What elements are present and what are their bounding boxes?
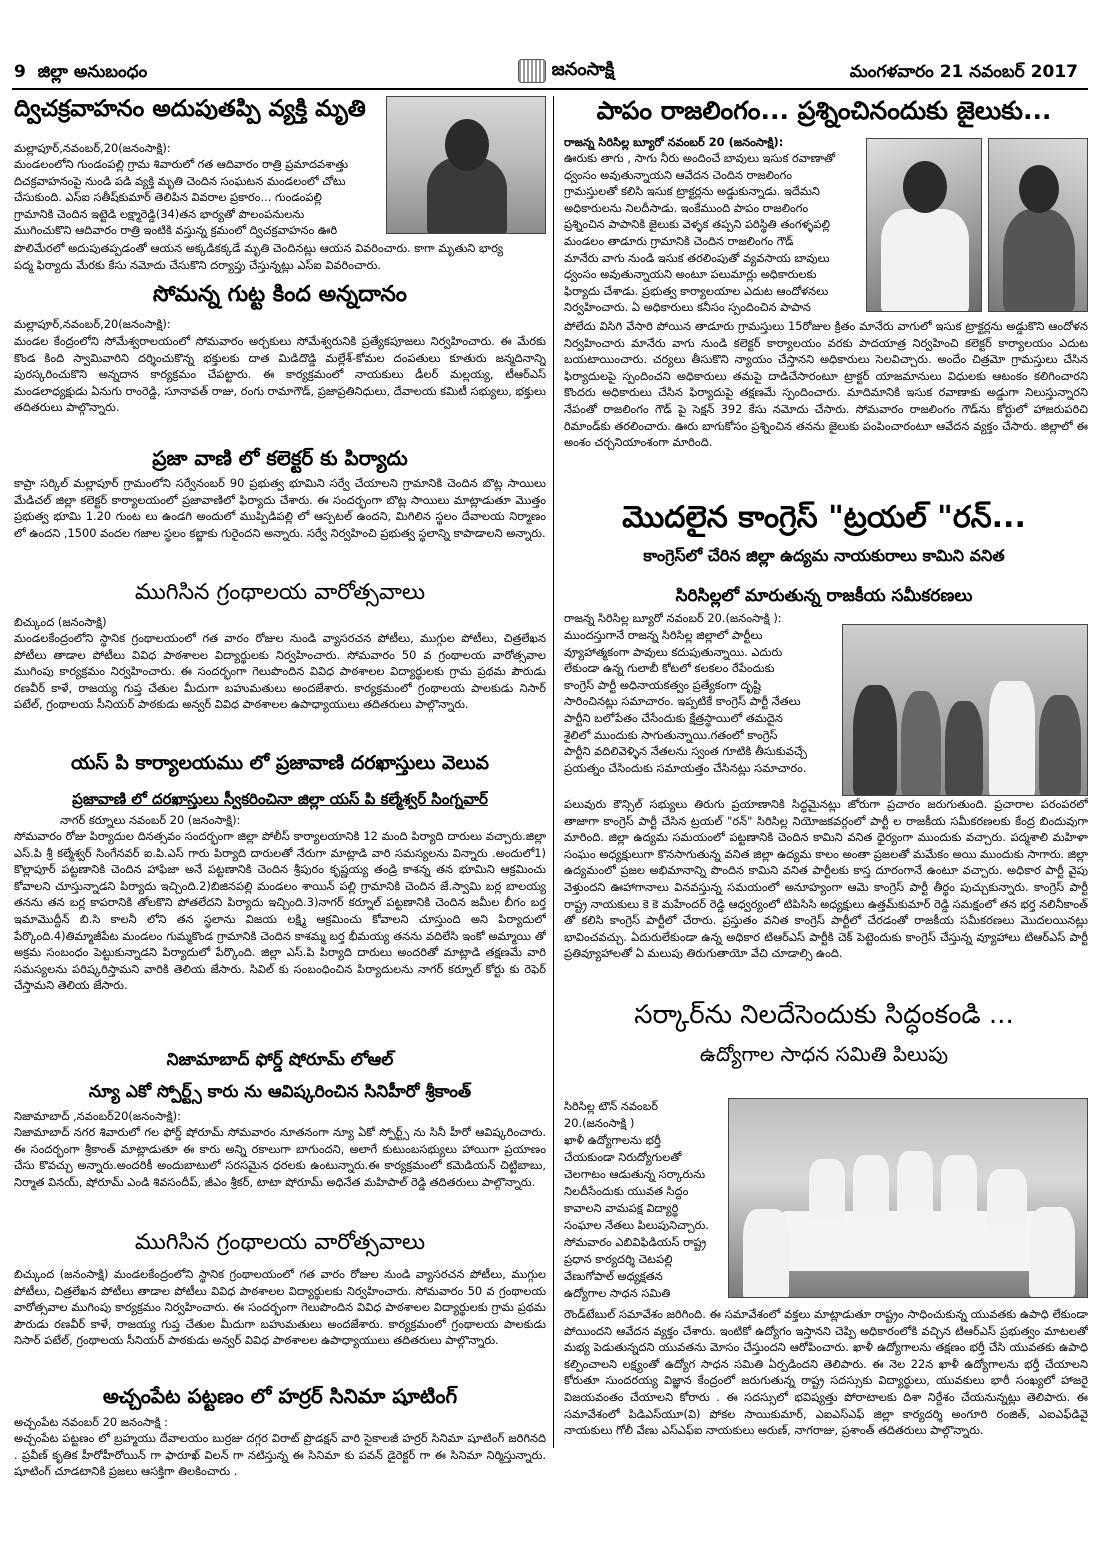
article-body: నిజామాబాద్ నగర శివారులో గల ఫోర్డ్ షోరూమ్ సోమవారం నూతనంగా న్యూ ఏకో స్పోర్ట్స్ ను సినీ హీరో ఆవిష్కరించారు. ఈ సందర్భంగా శ్రీకాంత్ మాట్లాడుతూ ఈ కారు అన్ని రకాలుగా బాగుందని, అలాగే కుటుంబసభ్యులు హాయిగా ప్రయాణం చేసు కొవచ్చు అన్నారు.అందరికీ అందుబాటులో సరసమైన ధరలకు ఉంటున్నారు.ఈ కార్యక్రమంలో కమెడియన్ చిట్టిబాబు, నిర్మాత వినయ్, షోరూమ్ ఎండి శివసందీప్, జీఎం శ్రీకర్, టాటా షోరూమ్ అధినేత మహిపాల్ రెడ్డి తదితరులు పాల్గొన్నారు. bbox=[14, 1125, 546, 1189]
subheadline: కాంగ్రెస్‌లో చేరిన జిల్లా ఉద్యమ నాయకురాలు కామిని వనిత bbox=[643, 546, 1005, 565]
article-body: మండల కేంద్రంలోని సోమేశ్వరాలయంలో సోమవారం అర్చకులు సోమేశ్వరునికి ప్రత్యేకపూజలు నిర్వహించారు. ఈ మేరకు కొండ కింది స్వామివారిని దర్శించుకొన్న భక్తులకు దాత మిడిదొడ్డి మల్లేశ్-కోమల దంపతులు కూతురు జన్మదినాన్ని పురస్కరించుకొని అన్నదాన కార్యక్రమం చేపట్టారు. ఈ కార్యక్రమంలో నాయకులు డీలర్ మల్లయ్య, టీఆర్ఎస్ మండలాధ్యక్షుడు ఏనుగు రాంరెడ్డి, సూనావత్ రాజు, రంగు రామాగౌడ్, ప్రజాప్రతినిధులు, దేవాలయ కమిటీ సభ్యులు, భక్తులు తదితరులు పాల్గొన్నారు. bbox=[14, 334, 546, 415]
section-name: జిల్లా అనుబంధం bbox=[37, 62, 148, 82]
column-divider bbox=[553, 96, 554, 1448]
photo-accident-victim bbox=[386, 96, 546, 234]
dateline: నిజామాబాద్ ,నవంబర్20(జనంసాక్షి): bbox=[14, 1109, 181, 1123]
dateline: బిచ్కుంద (జనంసాక్షి) bbox=[14, 615, 107, 629]
headline: సర్కార్‌ను నిలదేసెందుకు సిద్ధంకండి ... bbox=[634, 1000, 1014, 1030]
masthead-title: జనంసాక్షి bbox=[551, 58, 615, 80]
article-body: పొలిమేరలో అదుపుతప్పడంతో ఆయన అక్కడికక్కడే మృతి చెందినట్లు ఆయన వివరించారు. కాగా మృతుని భార్య పద్మ ఫిర్యాదు మేరకు కేసు నమోదు చేసుకొని దర్యాప్తు చేస్తున్నట్లు ఎస్ఐ వివరించారు. bbox=[14, 241, 504, 272]
headline: పాపం రాజలింగం... ప్రశ్నించినందుకు జైలుకు... bbox=[596, 96, 1052, 125]
dateline: అచ్చంపేట నవంబర్ 20 జనంసాక్షి : bbox=[14, 1415, 169, 1429]
article-body: ముందస్తుగానే రాజన్న సిరిసిల్ల జిల్లాలో పార్టీలు వ్యూహాత్మకంగా పావులు కదుపుతున్నాయి. ఎదురు లేకుండా ఉన్న గులాబీ కోటలో కలకలం రేపేందుకు కాంగ్రెస్ పార్టీ అధినాయకత్వం ప్రత్యేకంగా దృష్టి సారించినట్లు సమాచారం. ఇప్పటికే కాంగ్రెస్ పార్టీ నేతలు పార్టీని బలోపేతం చేసేందుకు క్షేత్రస్థాయిలో తమదైన శైలిలో ముందుకు సాగుతున్నాయి.గతంలో కాంగ్రెస్ పార్టీని వదిలివెళ్ళిన నేతలను స్వంత గూటికి తీసుకువచ్చే ప్రయత్నం చేసిందుకు సమాయత్తం చేసినట్లు సమాచారం. bbox=[564, 628, 807, 775]
article-body: కాప్రా సర్కిల్ మల్లాపూర్ గ్రామంలోని సర్వేనంబర్ 90 ప్రభుత్వ భూమిని సర్వే చేయాలని గ్రామానికి చెందిన బొట్ల సాయిలు మేడిచల్ జిల్లా కలెక్టర్ కార్యాలయంలో ప్రజావాణిలో ఫిర్యాదు చేశారు. ఈ సందర్భంగా బొట్ల సాయిలు మాట్లాడుతూ మొత్తం ప్రభుత్వ భూమి 1.20 గుంట లు ఉండగి అందులో ముప్పిడిపల్లి లో ఆస్పటల్ ఉందని, మిగిలిన స్థలం దేవాలయ నిర్మాణం లో ఉందని ,1500 వందల గజాల స్థలం కబ్జాకు గురైందని అన్నారు. సర్వే నిర్వహించి ప్రభుత్వ స్థలాన్ని కాపాడాలని అన్నారు. bbox=[14, 476, 546, 540]
article-body: పలువురు కౌన్సిల్ సభ్యులు తిరుగు ప్రయాణానికి సిద్ధమైనట్లు జోరుగా ప్రచారం జరుగుతుంది. ప్రచారాల పరంపరలో తాజాగా కాంగ్రెస్ పార్టీ చేసిన ట్రయల్ "రన్" సిరిసిల్ల నియోజకవర్గంలో పార్టీ ల రాజకీయ సమీకరణలకు కేంద్ర బిందువుగా మారింది. జిల్లా ఉద్యమ సమయంలో పట్టణానికి చెందిన కామిని వనిత ధైర్యంగా ముందుకు వచ్చారు. పద్మశాలి మహిళా సంఘం అధ్యక్షులుగా కొనసాగుతున్న వనిత జిల్లా ఉద్యమ కాలం అంతా ప్రజలతో మమేకం అయి ముందుకు సాగారు. జిల్లా ఉద్యమంలో ప్రజల అభిమానాన్ని పొందిన కామిని వనిత పార్టీలకు కాస్త దూరంగానే ఉంటూ వచ్చారు. అధికార పార్టీ వైపు వెళ్తుందని ఊహాగానాలు వినవస్తున్న సమయంలో అనూహ్యంగా ఆమె కాంగ్రెస్ పార్టీ తీర్థం పుచ్చుకున్నారు. కాంగ్రెస్ పార్టీ రాష్ట్ర నాయకులు కె కె మహేందర్ రెడ్డి ఆధ్వర్యంలో టిపిసిసి అధ్యక్షులు ఉత్తమ్‌కుమార్ రెడ్డి సమక్షంలో తన భర్త నలినీకాంత్ తో కలిసి కాంగ్రెస్ పార్టీలో చేరారు. ప్రస్తుతం వనిత కాంగ్రెస్ పార్టీలో చేరడంతో రాజకీయ సమీకరణలు మొదలయినట్లు భావించవచ్చు. ఏదురులేకుండా ఉన్న అధికార టిఆర్ఎస్ పార్టీకి చెక్ పెట్టెందుకు కాంగ్రెస్ చేస్తున్న వ్యూహాలు టిఆర్ఎస్ పార్టీ ప్రతివ్యూహాలతో ఏ మలుపు తిరుగుతాయో వేచి చూడాల్సి ఉంది. bbox=[564, 797, 1088, 961]
masthead bbox=[496, 56, 636, 86]
headline: ముగిసిన గ్రంథాలయ వారోత్సవాలు bbox=[134, 580, 426, 605]
article-body: ఊరుకు తాగు , సాగు నీరు అందించే బావులు ఇసుక రవాణాతో ధ్వంసం అవుతున్నాయని ఆవేదన చెందిన రాజలింగం గ్రామస్తులతో కలిసి ఇసుక ట్రాక్టర్లను అడ్డుకున్నాడు. ఇదేమని అధికారులను నిలదీసాడు. ఇంకేముంది పాపం రాజలింగం ప్రశ్నించిన పాపానికి జైలుకు వెళ్ళక తప్పని పరిస్థితి తంగళ్ళపల్లి మండలం తాడూరు గ్రామానికి చెందిన రాజలింగం గౌడ్ మానేరు వాగు నుండి ఇసుక తరలింపుతో వ్యవసాయ బావులు ధ్వంసం అవుతున్నాయని అంటూ పలుమార్లు అధికారులకు ఫిర్యాదు చేశాడు. ప్రభుత్వ కార్యాలయాల ఎదుట ఆందోళనలు నిర్వహించారు. ఏ అధికారులు కనీసం స్పందించిన పాపాన bbox=[564, 151, 836, 315]
article-body: అచ్చంపేట పట్టణం లో బ్రహ్మయు దేవాలయం బుర్రజు దగ్గర విరాట్ ప్రొడక్షన్ వారి సైకాలజీ హర్రర్ సినిమా షూటింగ్ జరిగినది . ప్రవీణ్ కృతిక హీరోహీరోయిన్ గా ఫారూఖ్ విలన్ గా నటిస్తున్న ఈ సినిమా కు పవన్ డైరెక్టర్ గా ఈ సినిమా నిర్మిస్తున్నారు. షూటింగ్ చూడటానికి ప్రజలు ఆసక్తిగా తిలకించారు . bbox=[14, 1431, 546, 1479]
article-body: రౌండ్‌టేబుల్ సమావేశం జరిగింది. ఈ సమావేశంలో వక్తలు మాట్లాడుతూ రాష్ట్రం సాధించుకున్న యువతకు ఉపాధి లేకుండా పోయిందని ఆవేదన వ్యక్తం చేశారు. ఇంటికో ఉద్యోగం ఇస్తానని చెప్పి అధికారంలోకి వచ్చిన టిఆర్ఎస్ ప్రభుత్వం మాటలతో మభ్య పెడుతున్నదని యువతను మోసం చేస్తుందని ఆరోపించారు. ఖాళీ ఉద్యోగాలను తక్షణం భర్తీ చేసి యువతకు ఉపాధి కల్పించాలని లక్ష్యంతో ఉద్యోగ సాధన సమితి ఏర్పడిందని తెలిపారు. ఈ నెల 22న ఖాళీ ఉద్యోగాలను భర్తీ చేయాలని కోరుతూ సుందరయ్య విజ్ఞాన కేంద్రంలో జరుగుతున్న రాష్ట్ర సదస్సుకు విద్యార్థులు, యువకులు భారీ సంఖ్యలో హాజరై విజయవంతం చేయాలని కోరారు . ఈ సదస్సులో భవిష్యత్తు పోరాటాలకు దిశా నిర్దేశం చేయనున్నట్లు తెలిపారు. ఈ సమావేశంలో పిడిఎస్‌యూ(వి) పోకల సాయికుమార్, ఎఐఎస్ఎఫ్ జిల్లా కార్యదర్శి అంగూరి రంజిత్, ఎఐఎఫ్‌డివై నాయకులు గోలీ వేణు ఎస్ఎఫ్ఐ నాయకులు అరుణ్, నాగరాజు, ప్రశాంత్ తదితరులు పాల్గొన్నారు. bbox=[564, 1307, 1088, 1438]
photo-round-table-meeting bbox=[728, 1098, 1088, 1298]
article-body: బిచ్కుంద (జనంసాక్షి) మండలకేంద్రంలోని స్థానిక గ్రంథాలయంలో గత వారం రోజుల నుండి వ్యాసరచన పోటీలు, ముగ్గుల పోటీలు, చిత్రలేఖన పోటీలు తాడాల పోటీలు వివిధ పాఠశాలల విద్యార్థులకు నిర్వహించారు. సోమవారం 50 వ గ్రంథాలయ వారోత్సవాల ముగింపు కార్యక్రమం నిర్వహించారు. ఈ సందర్భంగా గెలుపొందిన వివిధ పాఠశాలల విద్యార్థులకు గ్రామ ప్రథమ పౌరుడు రణవీర్ కాళే, రాజయ్య గుప్త చేతుల మీదుగా బహుమతులు అందజేశారు. కార్యక్రమంలో గ్రంథాలయ పాలకుడు నిసార్ పటేల్, గ్రంథాలయ సీనియర్ పాఠకుడు అన్వర్ వివిధ పాఠశాలల ఉపాధ్యాయులు తదితరులు పాల్గొన్నారు. bbox=[14, 1267, 546, 1348]
subheadline: న్యూ ఎకో స్పోర్ట్స్ కారు ను ఆవిష్కరించిన సినిహీరో శ్రీకాంత్ bbox=[88, 1082, 472, 1102]
headline: మొదలైన కాంగ్రెస్ "ట్రయల్ "రన్... bbox=[622, 500, 1026, 535]
headline: నిజామాబాద్ ఫోర్డ్ షోరూమ్ లోఆల్ bbox=[166, 1050, 394, 1070]
dateline: రాజన్న సిరిసిల్ల బ్యూరో నవంబర్ 20.(జనంసాక్షి ): bbox=[564, 611, 782, 625]
page-number: 9 bbox=[14, 62, 26, 82]
headline: అచ్చంపేట పట్టణం లో హర్రర్ సినిమా షూటింగ్ bbox=[102, 1384, 458, 1408]
subheadline: ఉద్యోగాల సాధన సమితి పిలుపు bbox=[699, 1042, 949, 1066]
photo-congress-joining bbox=[842, 624, 1088, 796]
article-body: సోమవారం రోజు పిర్యాదుల దినత్సవం సందర్భంగా జిల్లా పోలీస్ కార్యాలయానికి 12 మంది పిర్యాది దారులు వచ్చారు.జిల్లా ఎస్.పి శ్రీ కల్మేశ్వర్ సింగేనవర్ ఐ.పి.ఎస్ గారు పిర్యాది దారులతో నేరుగా మాట్లాడి వారి సమస్యలను విన్నారు .అందులో1) కొల్లాపూర్ పట్టణానికి చెందిన హాఫిజా అనే పట్టణానికి చెందిన శ్రీపురం కృష్ణయ్య తండ్రి కాశన్న తన భూమిని ఆక్రమించు కోవాలని చూస్తున్నాడని పిర్యాదు ఇచ్చింది.2)బిజినపల్లి మండలం శాయిన్ పల్లి గ్రామానికి చెందిన జే.స్వామి బర్ల బాలయ్య తనను తన బర్ల కాపరానికి తోలకొని పోతలేదని పిర్యాదు ఇచ్చింది.3)నాగర్ కర్నూల్ పట్టణానికి చెందిన జమీల బీగం బర్త ఇమామొద్దీన్ బి.సి కాలనీ లోని తన స్థలాను విజయ లక్ష్మి ఆక్రమించు కోవాలని చూస్తుంది అని పిర్యాదులో పేర్కొంది.4)తిమ్మాజీపేట మండలం గుమ్మకొండ గ్రామానికి చెందిన కాశమ్మ బర్త భీమయ్య తనను వదిలేసి ఇంకో అమ్మాయి తో అక్రమ సంబంధం పెట్టుకున్నాడని పిర్యాదులో పేర్కొంది. జిల్లా ఎస్.పి పిర్యాది దారులు అందరితో మాట్లాడి తక్షణమే వారి సమస్యలను పరిష్కరిస్తామని వారికి తెలియ జేసారు. సివిల్ కు సంబంధించిన పిర్యాదులను నాగర్ కర్నూల్ కోర్టు కు రెఫెర్ చేస్తామని తెలియ జేసారు. bbox=[14, 829, 546, 993]
issue-date: మంగళవారం 21 నవంబర్ 2017 bbox=[849, 62, 1078, 82]
headline: ముగిసిన గ్రంథాలయ వారోత్సవాలు bbox=[134, 1230, 426, 1255]
headline: సోమన్న గుట్ట కింద అన్నదానం bbox=[153, 282, 407, 307]
subheadline: ప్రజావాణి లో దరఖాస్తులు స్వీకరించినా జిల్లా యస్ పి కల్మేశ్వర్ సింగ్నవార్ bbox=[72, 790, 488, 808]
dateline: మల్లాపూర్,నవంబర్,20(జనంసాక్షి): bbox=[14, 317, 171, 331]
subheadline: సిరిసిల్లలో మారుతున్న రాజకీయ సమీకరణలు bbox=[675, 586, 973, 606]
newspaper-logo-icon bbox=[518, 59, 546, 83]
headline: ప్రజా వాణి లో కలెక్టర్ కు పిర్యాదు bbox=[152, 446, 408, 470]
article-body: సిరిసిల్ల టౌన్ నవంబర్ 20.(జనంసాక్షి ) ఖాళీ ఉద్యోగాలను భర్తీ చేయకుండా నిరుద్యోగులతో చెలగాటం ఆడుతున్న సర్కారును నిలదీసేందుకు యువత సిద్దం కావాలని వామపక్ష విద్యార్థి సంఘాల నేతలు పిలుపునిచ్చారు. సోమవారం ఎబివిఫిడియస్ రాష్ట్ర ప్రధాన కార్యదర్శి చెటపల్లి వేణుగోపాల్ అధ్యక్షతన ఉద్యోగాల సాధన సమితి bbox=[564, 1099, 709, 1300]
dateline: నాగర్ కర్నూలు నవంబర్ 20 (జనంసాక్షి): bbox=[60, 813, 241, 827]
headline: యస్ పి కార్యాలయము లో ప్రజావాణి దరఖాస్తులు వెలువ bbox=[70, 752, 490, 774]
headline: ద్విచక్రవాహనం అదుపుతప్పి వ్యక్తి మృతి bbox=[14, 96, 366, 122]
article-body: మండలంలోని గుండంపల్లి గ్రామ శివారులో గత ఆదివారం రాత్రి ప్రమాదవశాత్తు దిచక్రవాహనంపై నుండి పడి వ్యక్తి మృతి చెందిన సంఘటన మండలంలో చోటు చేసుకుంది. ఎస్ఐ సతీష్‌కుమార్ తెలిపిన వివరాల ప్రకారం... గుండంపల్లి గ్రామానికి చెందిన ఇట్టెడి లక్ష్మారెడ్డి(34)తన భార్యతో పొలంపనులను ముగించుకొని ఆదివారం రాత్రి ఇంటికి వస్తున్న క్రమంలో ద్విచక్రవాహనం ఊరి bbox=[14, 157, 349, 238]
photo-rajalingam bbox=[866, 138, 982, 312]
dateline: మల్లాపూర్,నవంబర్,20(జనంసాక్షి): bbox=[14, 141, 171, 155]
dateline: రాజన్న సిరిసిల్ల బ్యూరో నవంబర్ 20 (జనంసాక్షి): bbox=[564, 135, 784, 149]
article-body: పోలేదు విసిగి వేసారి పోయిన తాడూరు గ్రామస్తులు 15రోజుల క్రితం మానేరు వాగులో ఇసుక ట్రాక్టర్లను అడ్డుకొని ఆందోళన నిర్వహించారు మానేరు వాగు నుండి కలెక్టర్ కార్యాలయం వరకు పాదయాత్ర నిర్వహించి కలెక్టర్ కార్యాలయం ఎదుట బయటాయించారు. చర్యలు తీసుకొని న్యాయం చేస్తానని అధికారులు సెలవిచ్చారు. అందేం చిత్రమో గ్రామస్తులు చేసిన ఫిర్యాదులపై స్పందించని అధికారులు తమపై దాడిచేసారంటూ ట్రాక్టర్ యాజమానులు విధులకు ఆటంకం కలిగించారని కొందరు అధికారులు చేసిన ఫిర్యాదుపై తక్షణమే స్పందించారు. మాదిమానికి ఇసుక రవాణాకు అడ్డుగా నిలుస్తున్నారని నేపంతో రాజలింగం గౌడ్ పై సెక్షన్ 392 కేసు నమోదు చేసారు. సోమవారం రాజలింగం గౌడ్‌ను కోర్టులో హాజరుపరిచి రిమాండ్‌కు తరలించారు. ఊరు బాగుకోసం ప్రశ్నించిన తనను జైలుకు పంపించారంటూ ఆవేదన వ్యక్తం చేసారు. జిల్లాలో ఈ అంశం చర్చనియాంశంగా మారింది. bbox=[564, 319, 1088, 450]
header-rule bbox=[12, 88, 1088, 90]
page-section-label bbox=[14, 62, 147, 86]
photo-woman bbox=[988, 138, 1088, 312]
article-body: మండలకేంద్రంలోని స్థానిక గ్రంథాలయంలో గత వారం రోజుల నుండి వ్యాసరచన పోటీలు, ముగ్గుల పోటీలు, చిత్రలేఖన పోటీలు తాడాల పోటీలు వివిధ పాఠశాలల విద్యార్థులకు నిర్వహించారు. సోమవారం 50 వ గ్రంథాలయ వారోత్సవాల ముగింపు కార్యక్రమం నిర్వహించారు. ఈ సందర్భంగా గెలుపొందిన వివిధ పాఠశాలల విద్యార్థులకు గ్రామ ప్రథమ పౌరుడు రణవీర్ కాళే, రాజయ్య గుప్త చేతుల మీదుగా బహుమతులు అందజేశారు. కార్యక్రమంలో గ్రంథాలయ పాలకుడు నిసార్ పటేల్, గ్రంథాలయ సీనియర్ పాఠకుడు అన్వర్ వివిధ పాఠశాలల ఉపాధ్యాయులు తదితరులు పాల్గొన్నారు. bbox=[14, 631, 546, 712]
